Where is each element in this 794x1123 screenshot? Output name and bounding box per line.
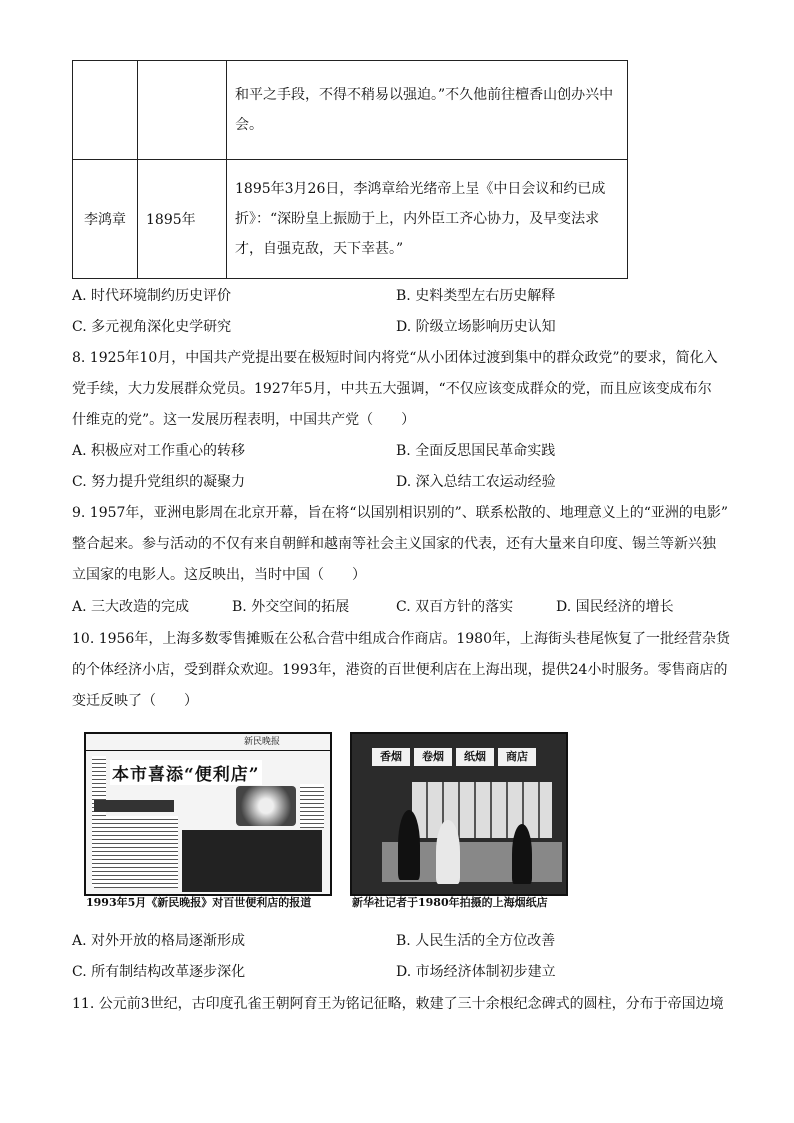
shop-photo-image xyxy=(350,732,568,896)
person-figure xyxy=(512,824,532,884)
table-cell-content: 1895年3月26日，李鸿章给光绪帝上呈《中日会议和约已成折》：“深盼皇上振励于上，内外臣工齐心协力，及早变法求才，自强克敌，天下幸甚。” xyxy=(227,160,628,279)
table-cell-year xyxy=(138,61,227,160)
table-cell-person: 李鸿章 xyxy=(73,160,138,279)
q9-stem-line-2: 整合起来。参与活动的不仅有来自朝鲜和越南等社会主义国家的代表，还有大量来自印度、锡兰等新兴独 xyxy=(72,536,716,552)
person-figure xyxy=(398,810,420,880)
shop-sign: 纸烟 xyxy=(456,748,494,766)
q10-stem-line-2: 的个体经济小店，受到群众欢迎。1993年，港资的百世便利店在上海出现，提供24小时服务。零售商店的 xyxy=(72,662,728,678)
shop-sign: 商店 xyxy=(498,748,536,766)
figure-caption-2: 新华社记者于1980年拍摄的上海烟纸店 xyxy=(352,896,548,909)
q10-stem-line-1: 10. 1956年，上海多数零售摊贩在公私合营中组成合作商店。1980年，上海街头巷尾恢复了一批经营杂货 xyxy=(72,631,730,647)
shop-sign: 香烟 xyxy=(372,748,410,766)
q10-stem-line-3: 变迁反映了（ ） xyxy=(72,693,198,709)
shop-sign: 卷烟 xyxy=(414,748,452,766)
newspaper-headline: 本市喜添“便利店” xyxy=(110,760,262,785)
q9-option-a: A. 三大改造的完成 xyxy=(72,599,190,615)
q9-stem-line-3: 立国家的电影人。这反映出，当时中国（ ） xyxy=(72,567,366,583)
q8-option-b: B. 全面反思国民革命实践 xyxy=(396,443,556,459)
q8-stem-line-1: 8. 1925年10月，中国共产党提出要在极短时间内将党“从小团体过渡到集中的群众政党”的要求，简化入 xyxy=(72,350,718,366)
q9-stem-line-1: 9. 1957年，亚洲电影周在北京开幕，旨在将“以国别相识别的”、联系松散的、地理意义上的“亚洲的电影” xyxy=(72,505,729,521)
q10-option-d: D. 市场经济体制初步建立 xyxy=(396,964,556,980)
q9-option-c: C. 双百方针的落实 xyxy=(396,599,514,615)
table-cell-person xyxy=(73,61,138,160)
q8-stem-line-2: 党手续，大力发展群众党员。1927年5月，中共五大强调，“不仅应该变成群众的党，而且应该变成布尔 xyxy=(72,381,712,397)
newspaper-column xyxy=(300,784,324,828)
q11-stem-line-1: 11. 公元前3世纪，古印度孔雀王朝阿育王为铭记征略，敕建了三十余根纪念碑式的圆柱，分布于帝国边境 xyxy=(72,996,724,1012)
person-figure xyxy=(436,820,460,884)
table-row xyxy=(73,160,628,279)
newspaper-photo xyxy=(182,830,322,892)
q7-option-d: D. 阶级立场影响历史认知 xyxy=(396,319,556,335)
q10-option-a: A. 对外开放的格局逐渐形成 xyxy=(72,933,246,949)
q7-option-c: C. 多元视角深化史学研究 xyxy=(72,319,232,335)
q7-option-a: A. 时代环境制约历史评价 xyxy=(72,288,232,304)
q8-option-c: C. 努力提升党组织的凝聚力 xyxy=(72,474,246,490)
shop-sign-row xyxy=(372,748,536,766)
newspaper-inset-photo xyxy=(236,786,296,826)
q7-option-b: B. 史料类型左右历史解释 xyxy=(396,288,556,304)
q9-option-b: B. 外交空间的拓展 xyxy=(232,599,350,615)
newspaper-masthead: 新民晚报 xyxy=(86,734,330,751)
q10-option-c: C. 所有制结构改革逐步深化 xyxy=(72,964,246,980)
figure-caption-1: 1993年5月《新民晚报》对百世便利店的报道 xyxy=(86,896,312,909)
q8-option-d: D. 深入总结工农运动经验 xyxy=(396,474,556,490)
table-cell-year: 1895年 xyxy=(138,160,227,279)
q8-option-a: A. 积极应对工作重心的转移 xyxy=(72,443,246,459)
table-row xyxy=(73,61,628,160)
newspaper-subheading-block xyxy=(94,800,174,812)
q9-option-d: D. 国民经济的增长 xyxy=(556,599,674,615)
newspaper-column xyxy=(94,816,178,888)
newspaper-clipping-image xyxy=(84,732,332,896)
q10-option-b: B. 人民生活的全方位改善 xyxy=(396,933,556,949)
shop-window xyxy=(412,782,552,838)
history-table xyxy=(72,60,628,279)
q8-stem-line-3: 什维克的党”。这一发展历程表明，中国共产党（ ） xyxy=(72,412,416,428)
table-cell-content: 和平之手段，不得不稍易以强迫。”不久他前往檀香山创办兴中会。 xyxy=(227,61,628,160)
